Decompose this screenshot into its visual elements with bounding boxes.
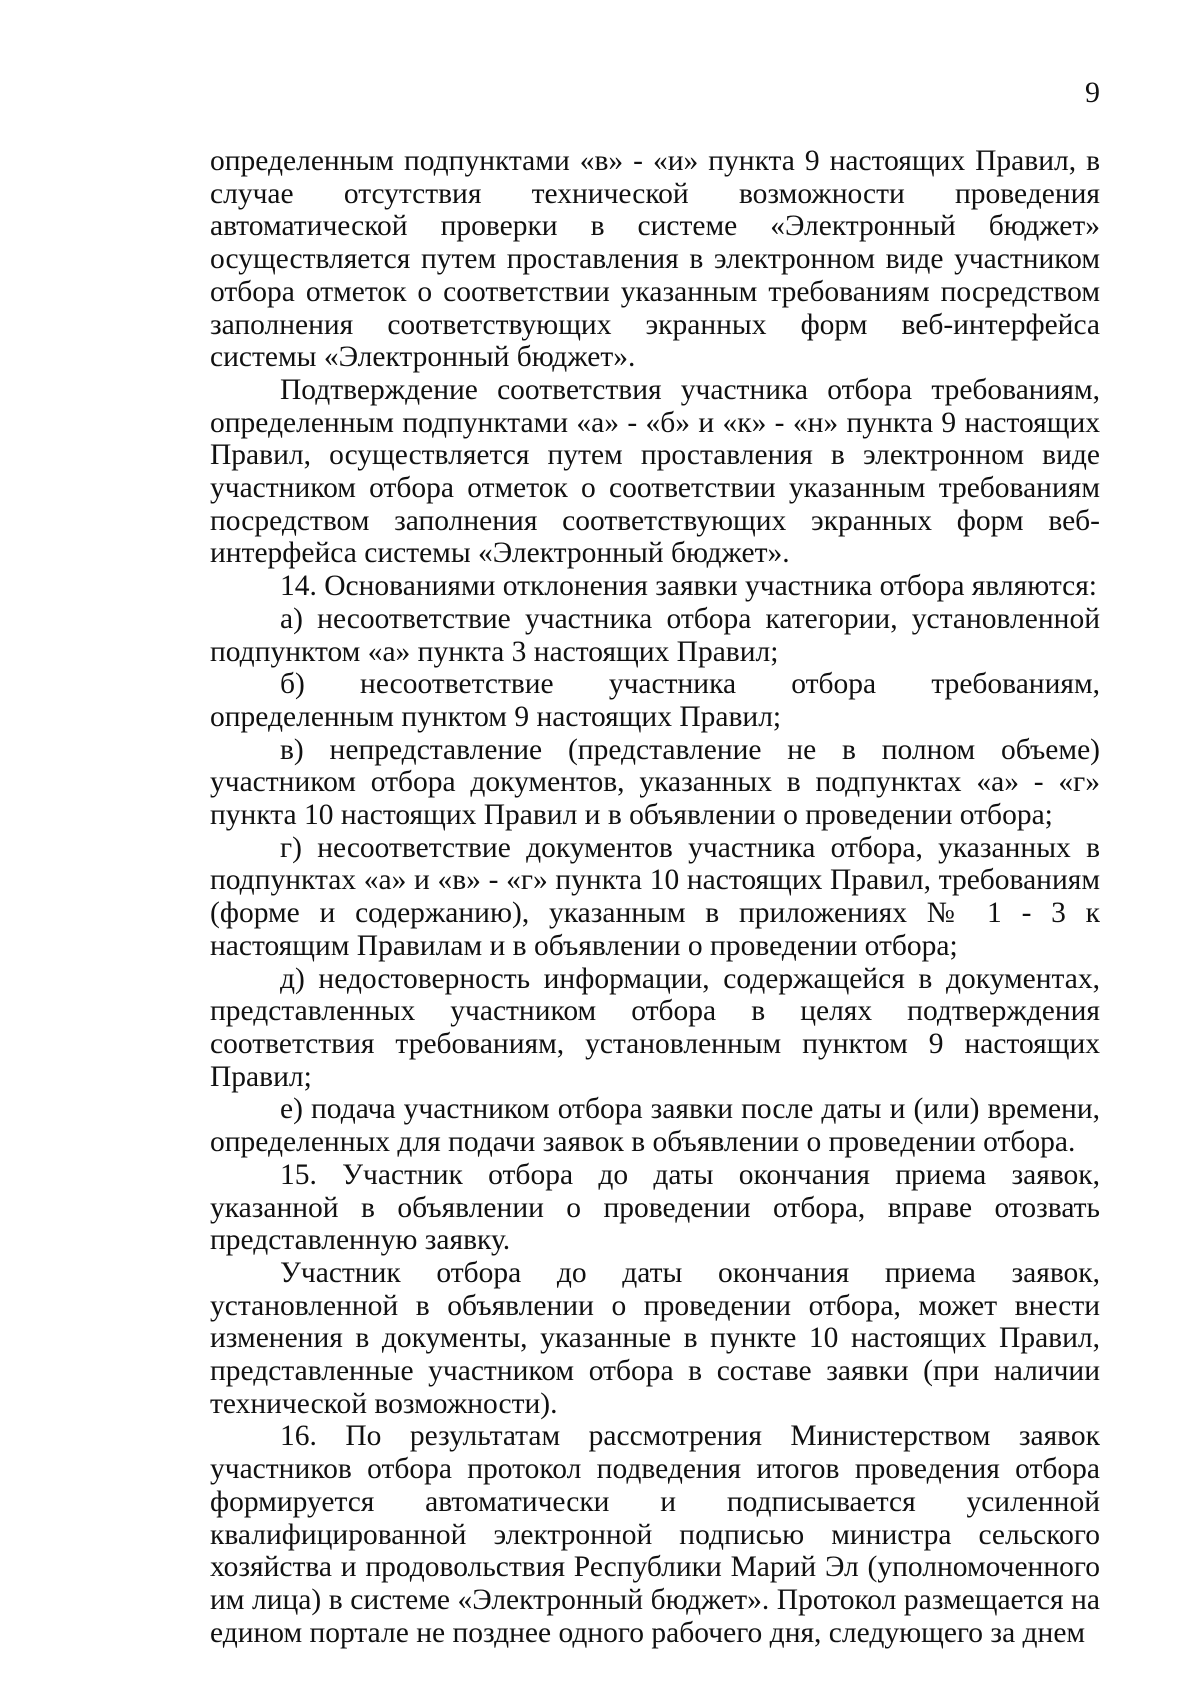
paragraph-confirmation: Подтверждение соответствия участника отбора требованиям, определенным подпунктами «а» - «б» и «к» - «н» пункта 9 настоящих Правил, осуществляется путем проставления в электронном виде участником отбора отметок о соответствии указанным требованиям посредством заполнения соответствующих экранных форм веб-интерфейса системы «Электронный бюджет».	[210, 373, 1100, 570]
paragraph-item-14-a: а) несоответствие участника отбора категории, установленной подпунктом «а» пункта 3 настоящих Правил;	[210, 602, 1100, 668]
paragraph-item-14: 14. Основаниями отклонения заявки участника отбора являются:	[280, 570, 1097, 603]
document-body	[210, 145, 1100, 1649]
paragraph-item-14-b: б) несоответствие участника отбора требованиям, определенным пунктом 9 настоящих Правил;	[210, 668, 1100, 733]
paragraph-item-16: 16. По результатам рассмотрения Министерством заявок участников отбора протокол подведения итогов проведения отбора формируется автоматически и подписывается усиленной квалифицированной электронной подписью министра сельского хозяйства и продовольствия Республики Марий Эл (уполномоченного им лица) в системе «Электронный бюджет». Протокол размещается на едином портале не позднее одного рабочего дня, следующего за днем	[210, 1420, 1100, 1649]
paragraph-item-15-changes: Участник отбора до даты окончания приема заявок, установленной в объявлении о проведении отбора, может внести изменения в документы, указанные в пункте 10 настоящих Правил, представленные участником отбора в составе заявки (при наличии технической возможности).	[210, 1256, 1100, 1420]
paragraph-item-14-g: г) несоответствие документов участника отбора, указанных в подпунктах «а» и «в» - «г» пункта 10 настоящих Правил, требованиям (форме и содержанию), указанным в приложениях № 1 - 3 к настоящим Правилам и в объявлении о проведении отбора;	[210, 831, 1100, 962]
page-number: 9	[1085, 76, 1100, 109]
paragraph-continuation: определенным подпунктами «в» - «и» пункта 9 настоящих Правил, в случае отсутствия технической возможности проведения автоматической проверки в системе «Электронный бюджет» осуществляется путем проставления в электронном виде участником отбора отметок о соответствии указанным требованиям посредством заполнения соответствующих экранных форм веб-интерфейса системы «Электронный бюджет».	[210, 145, 1100, 374]
paragraph-item-15: 15. Участник отбора до даты окончания приема заявок, указанной в объявлении о проведении отбора, вправе отозвать представленную заявку.	[210, 1158, 1100, 1257]
paragraph-item-14-v: в) непредставление (представление не в полном объеме) участником отбора документов, указанных в подпунктах «а» - «г» пункта 10 настоящих Правил и в объявлении о проведении отбора;	[210, 733, 1100, 832]
paragraph-item-14-d: д) недостоверность информации, содержащейся в документах, представленных участником отбора в целях подтверждения соответствия требованиям, установленным пунктом 9 настоящих Правил;	[210, 962, 1100, 1093]
paragraph-item-14-e: е) подача участником отбора заявки после даты и (или) времени, определенных для подачи заявок в объявлении о проведении отбора.	[210, 1093, 1100, 1159]
